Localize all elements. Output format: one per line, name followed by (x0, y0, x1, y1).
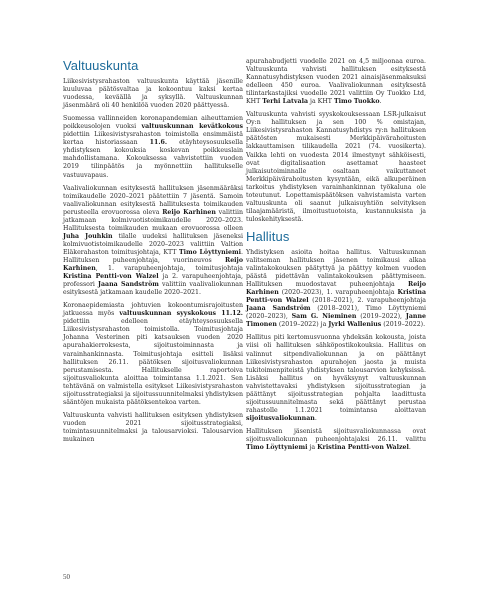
bold-text: valtuuskunnan syyskokous 11.12. (119, 310, 243, 318)
paragraph (246, 428, 426, 452)
bold-text: Reijo Karhinen (162, 208, 216, 216)
bold-text: Timo Löyttyniemi (179, 248, 242, 256)
text-run: pidettiin edelleen etäyhteysosuuksella Liikesivistysrahaston toimistolla. Toimitusjohtaja Johanna Vesterinen piti katsauksen vuoden 2020 apurahakierroksesta, sijoitustoiminnasta ja varainhankinnasta. Toimitusjohtaja esitteli lisäksi hallituksen 26.11. päätöksen sijoitusvaliokunnan perustamisesta. Hallitukselle raportoiva sijoitusvaliokunta aloittaa toimintansa 1.1.2021. Sen tehtävänä on valmistella esitykset Liikesivistysrahaston sijoitusstrategiaksi ja sijoitussuunnitelmaksi yhdistyksen sääntöjen mukaista päätöksentekoa varten. (63, 318, 243, 406)
text-run: Valtuuskunta vahvisti syyskokouksessaan LSR-julkaisut Oy:n hallituksen ja sen 100 % omistajan, Liikesivistysrahaston Kannatusyhdistys ry:n hallituksen päätösten mukaisesti Merkkipäivärahoitusten lakkauttamisen tilikaudella 2021 (74. vuosikerta). Vaikka lehti on vuodesta 2014 ilmestynyt sähköisesti, ovat digitalisaation asettamat haasteet julkaisutoiminnalle osaltaan vaikuttaneet Merkkipäivärahoitusten kysyntään, eikä alkuperäinen tarkoitus yhdistyksen varainhankinnan työkaluna ole toteutunut. Lopettamispäätöksen vahvistamista varten valtuuskunta oli saanut julkaisuyhtiön selvityksen tilaajamääristä, ilmoitustuotoista, kustannuksista ja tuloskehityksestä. (246, 111, 426, 223)
bold-text: Juha Jouhkin (63, 232, 113, 240)
paragraph (63, 412, 243, 444)
paragraph (63, 185, 243, 298)
text-run: Yhdistyksen asioita hoitaa hallitus. Valtuuskunnan valitseman hallituksen jäsenen toimikausi alkaa valintakokouksen päätyttyä ja päättyy kolmen vuoden päästä pidettävän valintakokouksen päättymiseen. Hallituksen muodostavat puheenjohtaja (246, 248, 426, 289)
text-run: valittiin jatkamaan kolmivuotistoimikaudelle 2020–2023. Hallituksesta toimikauden mukaan erovuorossa olleen (63, 208, 243, 232)
right-column (246, 58, 426, 457)
text-run: valittiin vaalivaliokunnan esityksestä jatkamaan kaudelle 2020–2021. (63, 281, 243, 297)
text-run: ja (307, 444, 318, 452)
page-number: 50 (63, 573, 70, 581)
text-run: Koronaepidemiasta johtuvien kokoontumisrajoitusten jatkuessa myös (63, 302, 243, 318)
text-run: . (379, 98, 382, 106)
paragraph (246, 58, 426, 106)
bold-text: Kristina Pentti-von Walzel (246, 289, 426, 305)
text-run: pidettiin Liikesivistysrahaston toimistolla ensimmäistä kertaa historiassaan (63, 131, 243, 147)
bold-text: Terhi Latvala (262, 98, 309, 106)
text-run: ja KHT (308, 98, 334, 106)
text-run: (2020–2023), 1. varapuheenjohtaja (278, 289, 398, 297)
text-run: , 1. varapuheenjohtaja, toimitusjohtaja (95, 265, 243, 273)
paragraph (63, 302, 243, 407)
bold-text: Jyrki Wallenius (328, 321, 382, 329)
left-column-body (63, 78, 243, 444)
text-run: . (408, 444, 411, 452)
text-run: apurahabudjetti vuodelle 2021 on 4,5 miljoonaa euroa. Valtuuskunta vahvisti hallituksen esityksestä Kannatusyhdistyksen vuoden 2021 ainaisjäsenmaksuksi edelleen 450 euroa. Vaalivaliokunnan esityksestä tilintarkastajiksi vuodelle 2021 valittiin Oy Tuokko Ltd, KHT (246, 58, 426, 106)
paragraph (246, 111, 426, 224)
text-run: ja 2. varapuheenjohtaja, professori (63, 273, 244, 289)
bold-text: Kristina Pentti-von Walzel (63, 273, 159, 281)
bold-text: valtuuskunnan kevätkokous (141, 123, 243, 131)
bold-text: Timo Tuokko (333, 98, 380, 106)
text-run: . (314, 414, 317, 422)
text-run: Vaalivaliokunnan esityksestä hallituksen jäsenmääräksi toimikaudelle 2020–2021 päätettiin 7 jäsentä. Samoin vaalivaliokunnan esityksestä hallituksesta toimikauden perusteella erovuorossa oleva (63, 184, 243, 216)
bold-text: Jaana Sandström (246, 305, 311, 313)
text-run: Suomessa vallinneiden koronapandemian aiheuttamien poikkeusolojen vuoksi (63, 115, 243, 131)
text-run: etäyhteysosuuksella yhdistyksen kokouksia koskevan poikkeuslain mahdollistamana. Kokouksessa vahvistettiin vuoden 2019 tilinpäätös ja myönnettiin hallitukselle vastuuvapaus. (63, 139, 243, 179)
paragraph (246, 249, 426, 329)
left-column (63, 58, 243, 449)
right-column-body-bottom (246, 249, 426, 452)
text-run: (2019–2022) ja (276, 321, 329, 329)
text-run: (2019–2022), (356, 313, 406, 321)
paragraph (63, 115, 243, 179)
text-run: Valtuuskunta vahvisti hallituksen esityksen yhdistyksen vuoden 2021 sijoitusstrategiaksi, toimintasuunnitelmaksi ja talousarvioksi. Talousarvion mukainen (63, 411, 243, 443)
text-run: Liikesivistysrahaston valtuuskunta käyttää jäsenille kuuluvaa päätösvaltaa ja kokoontuu kaksi kertaa vuodessa, keväällä ja syksyllä. Valtuuskunnan jäsenmäärä oli 40 henkilöä vuoden 2020 päättyessä. (63, 78, 243, 110)
bold-text: Reijo Karhinen (246, 281, 426, 297)
bold-text: Timo Löyttyniemi (246, 444, 308, 452)
text-run: (2018–2021), Timo Löyttyniemi (2020–2023), (246, 305, 426, 321)
text-run: Hallituksen jäsenistä sijoitusvaliokunnassa ovat sijoitusvaliokunnan puheenjohtajaksi 26.11. valittu (246, 427, 426, 443)
text-run: (2018–2021), 2. varapuheenjohtaja (308, 297, 426, 305)
bold-text: 11.6. (149, 139, 168, 147)
bold-text: Reijo Karhinen (63, 256, 243, 273)
text-run: . Hallituksen puheenjohtaja, vuorineuvos (63, 248, 244, 264)
text-run: (2019–2022). (381, 321, 426, 329)
section-heading-hallitus: Hallitus (246, 228, 290, 244)
paragraph (63, 78, 243, 110)
bold-text: Jaana Sandström (98, 281, 159, 289)
bold-text: Kristina Pentti-von Walzel (317, 444, 409, 452)
bold-text: Janne Timonen (246, 313, 426, 329)
bold-text: sijoitusvaliokunnan (246, 414, 315, 422)
bold-text: Sam G. Nieminen (291, 313, 357, 321)
text-run: tilalle uudeksi hallituksen jäseneksi kolmivuotistoimikaudelle 2020–2023 valittiin Valtion Eläkerahaston toimitusjohtaja, KTT (63, 232, 243, 256)
section-heading-valtuuskunta: Valtuuskunta (63, 58, 139, 73)
right-column-body-top (246, 58, 426, 224)
paragraph (246, 334, 426, 423)
text-run: Hallitus piti kertomusvuonna yhdeksän kokousta, joista viisi oli hallituksen sähköpostikokouksia. Hallitus on valinnut sitpendivaliokunnan ja on päättänyt Liikesivistysrahaston apurahojen jaosta ja muista tukitoimenpiteistä yhdistyksen talousarvion kehyksissä. Lisäksi hallitus on hyväksynyt valtuuskunnan vahvistettavaksi yhdistyksen sijoitusstrategian ja päättänyt sijoitusstrategian pohjalta laadittusta sijoitussuunnitelmasta sekä päättänyt perustaa rahastolle 1.1.2021 toimintansa aloittavan (246, 334, 426, 414)
